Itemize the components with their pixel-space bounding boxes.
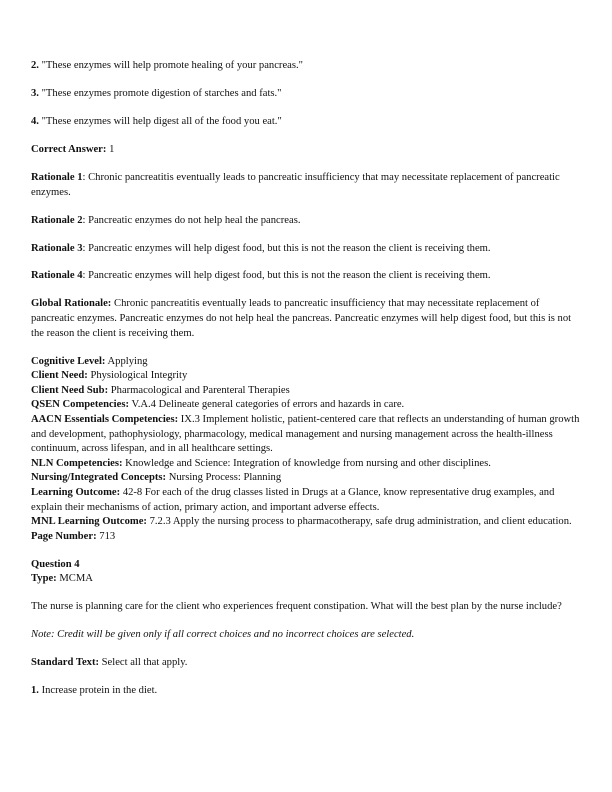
meta-page-number (31, 530, 583, 545)
option-text: "These enzymes will help digest all of the food you eat." (41, 115, 282, 127)
meta-label: QSEN Competencies: (31, 399, 129, 411)
standard-text-label: Standard Text: (31, 657, 99, 669)
question-type (31, 572, 583, 587)
meta-label: AACN Essentials Competencies: (31, 414, 179, 426)
meta-cognitive-level (31, 355, 583, 370)
option-number: 4. (31, 115, 39, 127)
rationale-text: : Chronic pancreatitis eventually leads to pancreatic insufficiency that may necessitate replacement of pancreatic enzymes. (31, 171, 560, 198)
question-heading (31, 558, 583, 573)
option-number: 2. (31, 60, 39, 71)
question-type-label: Type: (31, 573, 57, 585)
question-stem: The nurse is planning care for the client who experiences frequent constipation. What will the best plan by the nurse include? (31, 601, 562, 613)
rationale-1 (31, 171, 583, 200)
rationale-3 (31, 242, 583, 257)
meta-label: Cognitive Level: (31, 355, 106, 367)
meta-label: Client Need Sub: (31, 384, 109, 396)
global-rationale-label: Global Rationale: (31, 298, 112, 310)
rationale-text: : Pancreatic enzymes will help digest food, but this is not the reason the client is receiving them. (82, 242, 491, 254)
meta-label: NLN Competencies: (31, 457, 123, 469)
meta-label: Nursing/Integrated Concepts: (31, 472, 167, 484)
meta-value: Applying (107, 355, 148, 367)
standard-text-value: Select all that apply. (101, 657, 188, 669)
meta-value: IX.3 Implement holistic, patient-centered care that reflects an understanding of human growth and development, pathophysiology, pharmacology, medical management and nursing management across the health-illness continuum, across lifespan, and in all healthcare settings. (31, 414, 580, 455)
meta-value: 42-8 For each of the drug classes listed in Drugs at a Glance, know representative drug examples, and explain their mechanisms of action, primary action, and important adverse effects. (31, 486, 555, 513)
meta-label: Learning Outcome: (31, 486, 121, 498)
question-header (31, 558, 583, 587)
meta-value: Physiological Integrity (90, 370, 188, 382)
question-heading-text: Question 4 (31, 558, 80, 570)
choice-1 (31, 684, 583, 699)
rationale-text: : Pancreatic enzymes will help digest food, but this is not the reason the client is receiving them. (82, 270, 491, 282)
meta-mnl-outcome (31, 515, 583, 530)
correct-answer (31, 143, 583, 158)
option-text: Increase protein in the diet. (41, 685, 158, 697)
meta-nursing-concepts (31, 471, 583, 486)
global-rationale (31, 297, 583, 341)
meta-client-need (31, 369, 583, 384)
rationale-label: Rationale 1 (31, 171, 83, 183)
global-rationale-text: Chronic pancreatitis eventually leads to pancreatic insufficiency that may necessitate replacement of pancreatic enzymes. Pancreatic enzymes do not help heal the pancreas. Pancreatic enzymes will help digest food, but this is not the reason the client is receiving them. (31, 298, 572, 339)
meta-value: Knowledge and Science: Integration of knowledge from nursing and other disciplines. (125, 457, 491, 469)
document-page (31, 59, 583, 699)
answer-option-2 (31, 59, 583, 74)
standard-text (31, 656, 583, 671)
meta-value: Pharmacological and Parenteral Therapies (110, 384, 290, 396)
rationale-2 (31, 214, 583, 229)
rationale-label: Rationale 3 (31, 242, 83, 254)
option-text: "These enzymes promote digestion of starches and fats." (41, 87, 282, 99)
meta-value: 7.2.3 Apply the nursing process to pharmacotherapy, safe drug administration, and client education. (149, 516, 572, 528)
question-type-value: MCMA (59, 573, 93, 585)
rationale-text: : Pancreatic enzymes do not help heal the pancreas. (82, 214, 301, 226)
meta-aacn (31, 413, 583, 457)
meta-label: Page Number: (31, 530, 97, 542)
answer-option-3 (31, 87, 583, 102)
meta-value: 713 (99, 530, 116, 542)
meta-nln (31, 457, 583, 472)
meta-label: Client Need: (31, 370, 88, 382)
rationale-label: Rationale 2 (31, 214, 83, 226)
meta-client-need-sub (31, 384, 583, 399)
meta-label: MNL Learning Outcome: (31, 516, 147, 528)
rationale-4 (31, 269, 583, 284)
option-text: "These enzymes will help promote healing of your pancreas." (41, 60, 303, 71)
meta-value: V.A.4 Delineate general categories of errors and hazards in care. (131, 399, 405, 411)
meta-learning-outcome (31, 486, 583, 515)
rationale-label: Rationale 4 (31, 270, 83, 282)
metadata-block (31, 355, 583, 545)
option-number: 3. (31, 87, 39, 99)
meta-qsen (31, 398, 583, 413)
meta-value: Nursing Process: Planning (168, 472, 282, 484)
option-number: 1. (31, 685, 39, 697)
answer-option-4 (31, 115, 583, 130)
credit-note: Note: Credit will be given only if all correct choices and no incorrect choices are selected. (31, 629, 415, 641)
correct-answer-value: 1 (109, 143, 115, 155)
correct-answer-label: Correct Answer: (31, 143, 107, 155)
